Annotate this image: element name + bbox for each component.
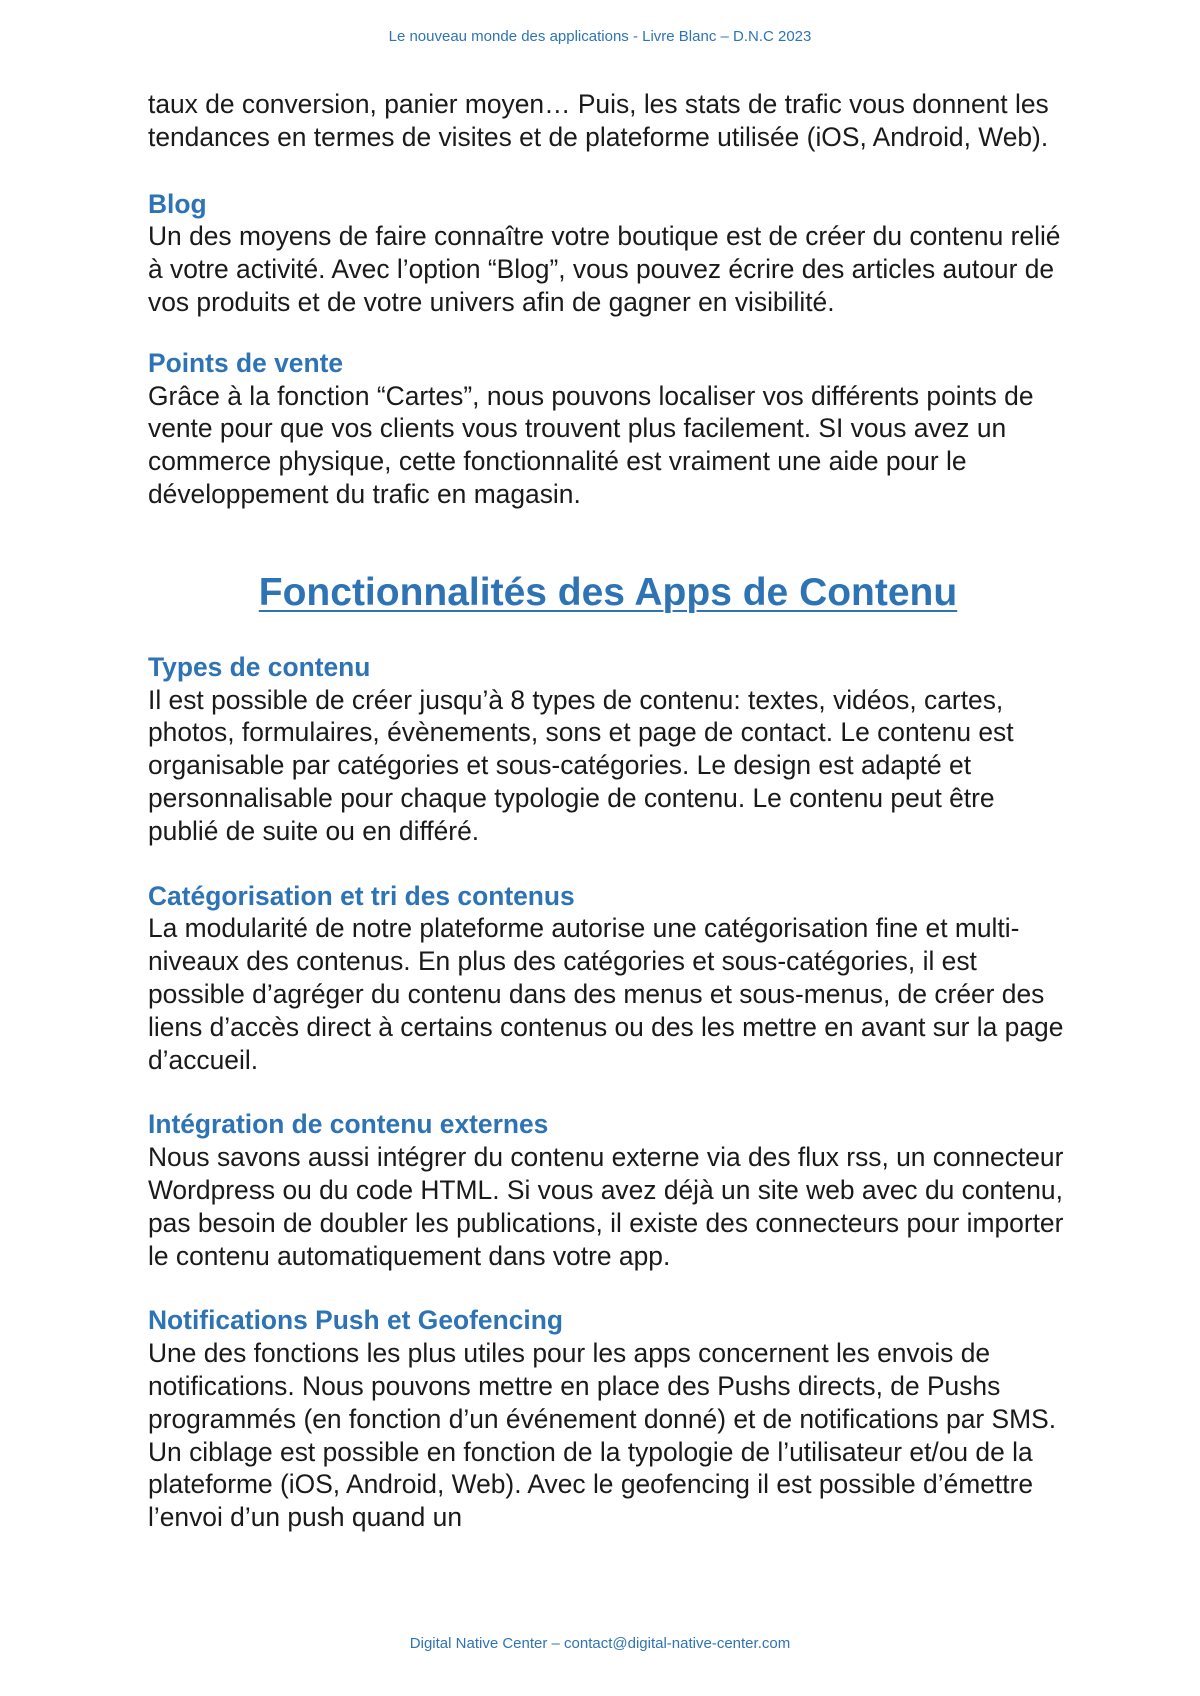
section-categorisation [148,880,1068,1077]
document-body [148,88,1068,1534]
section-integration-contenu-externe [148,1108,1068,1272]
section-blog [148,188,1068,319]
section-title: Catégorisation et tri des contenus [148,880,575,911]
section-title: Blog [148,188,207,219]
section-body: Il est possible de créer jusqu’à 8 types de contenu: textes, vidéos, cartes, photos, formulaires, évènements, sons et page de contact. Le contenu est organisable par catégories et sous-catégories. Le design est adapté et personnalisable pour chaque typologie de contenu. Le contenu peut être publié de suite ou en différé. [148,684,1014,846]
section-body: La modularité de notre plateforme autorise une catégorisation fine et multi-niveaux des contenus. En plus des catégories et sous-catégories, il est possible d’agréger du contenu dans des menus et sous-menus, de créer des liens d’accès direct à certains contenus ou des les mettre en avant sur la page d’accueil. [148,913,1064,1075]
section-title: Types de contenu [148,651,371,682]
page-footer: Digital Native Center – contact@digital-native-center.com [409,1635,791,1652]
section-types-de-contenu [148,651,1068,848]
section-body: Une des fonctions les plus utiles pour les apps concernent les envois de notifications. Nous pouvons mettre en place des Pushs directs, de Pushs programmés (en fonction d’un événement donné) et de notifications par SMS. Un ciblage est possible en fonction de la typologie de l’utilisateur et/ou de la plateforme (iOS, Android, Web). Avec le geofencing il est possible d’émettre l’envoi d’un push quand un [148,1338,1057,1533]
intro-paragraph: taux de conversion, panier moyen… Puis, les stats de trafic vous donnent les tendances en termes de visites et de plateforme utilisée (iOS, Android, Web). [148,89,1049,152]
section-notifications-push [148,1304,1068,1534]
section-title: Intégration de contenu externes [148,1109,549,1140]
section-body: Nous savons aussi intégrer du contenu externe via des flux rss, un connecteur Wordpress ou du code HTML. Si vous avez déjà un site web avec du contenu, pas besoin de doubler les publications, il existe des connecteurs pour importer le contenu automatiquement dans votre app. [148,1142,1064,1271]
section-title: Notifications Push et Geofencing [148,1305,563,1336]
section-points-de-vente [148,347,1068,511]
section-body: Grâce à la fonction “Cartes”, nous pouvons localiser vos différents points de vente pour que vos clients vous trouvent plus facilement. SI vous avez un commerce physique, cette fonctionnalité est vraiment une aide pour le développement du trafic en magasin. [148,380,1034,509]
section-title: Points de vente [148,347,344,378]
main-heading: Fonctionnalités des Apps de Contenu [258,570,958,614]
page-header: Le nouveau monde des applications - Livre Blanc – D.N.C 2023 [388,28,812,45]
section-body: Un des moyens de faire connaître votre boutique est de créer du contenu relié à votre activité. Avec l’option “Blog”, vous pouvez écrire des articles autour de vos produits et de votre univers afin de gagner en visibilité. [148,221,1061,317]
